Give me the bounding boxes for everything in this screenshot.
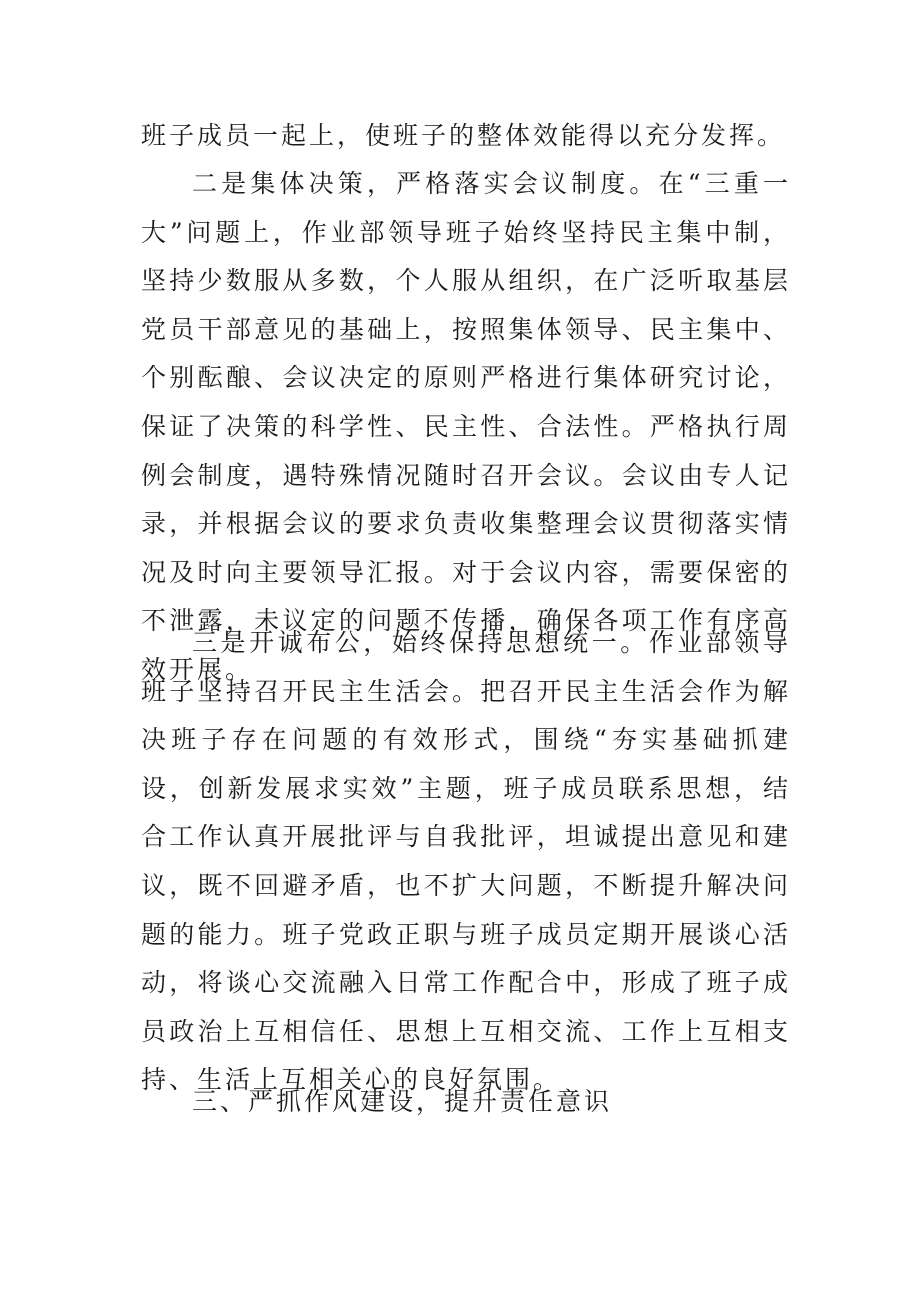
paragraph-continuation: 班子成员一起上，使班子的整体效能得以充分发挥。	[141, 121, 786, 150]
section-heading: 三、严抓作风建设，提升责任意识	[192, 1087, 613, 1116]
paragraph-openness: 三是开诚布公，始终保持思想统一。作业部领导班子坚持召开民主生活会。把召开民主生活会作为解决班子存在问题的有效形式，围绕“夯实基础抓建设，创新发展求实效”主题，班子成员联系思想，结合工作认真开展批评与自我批评，坦诚提出意见和建议，既不回避矛盾，也不扩大问题，不断提升解决问题的能力。班子党政正职与班子成员定期开展谈心活动，将谈心交流融入日常工作配合中，形成了班子成员政治上互相信任、思想上互相交流、工作上互相支持、生活上互相关心的良好氛围。	[141, 628, 791, 1095]
paragraph-collective-decision: 二是集体决策，严格落实会议制度。在“三重一大”问题上，作业部领导班子始终坚持民主集中制，坚持少数服从多数，个人服从组织，在广泛听取基层党员干部意见的基础上，按照集体领导、民主集中、个别酝酿、会议决定的原则严格进行集体研究讨论，保证了决策的科学性、民主性、合法性。严格执行周例会制度，遇特殊情况随时召开会议。会议由专人记录，并根据会议的要求负责收集整理会议贯彻落实情况及时向主要领导汇报。对于会议内容，需要保密的不泄露，未议定的问题不传播，确保各项工作有序高效开展。	[141, 169, 791, 684]
